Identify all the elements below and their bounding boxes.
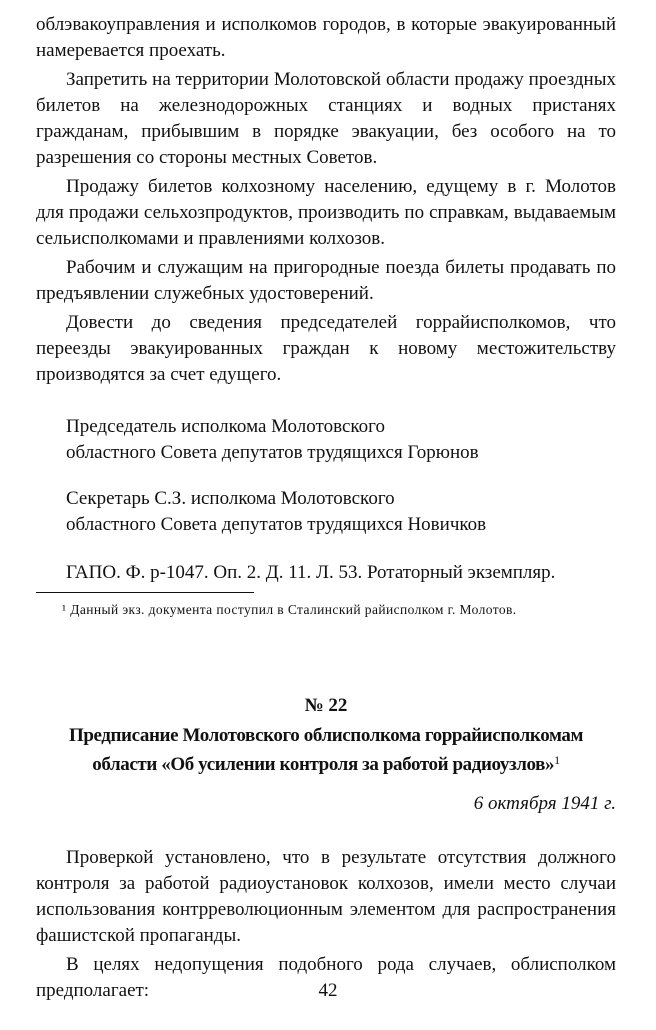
footnote: ¹ Данный экз. документа поступил в Сталинский райисполком г. Молотов. (62, 602, 517, 617)
signature-secretary (36, 486, 616, 538)
document-page (36, 12, 616, 1004)
document-number: № 22 (304, 695, 348, 716)
paragraph: Запретить на территории Молотовской области продажу проездных билетов на железнодорожных станциях и водных пристанях гражданам, прибывшим в порядке эвакуации, без особого на то разрешения со стороны местных Советов. (36, 69, 616, 168)
signature-line: областного Совета депутатов трудящихся Горюнов (66, 442, 479, 463)
document-title (36, 724, 616, 777)
signature-line: областного Совета депутатов трудящихся Новичков (66, 514, 487, 535)
document-date: 6 октября 1941 г. (473, 793, 616, 814)
paragraph: В целях недопущения подобного рода случаев, облисполком предполагает: (36, 954, 616, 1001)
archive-reference: ГАПО. Ф. р-1047. Оп. 2. Д. 11. Л. 53. Ротаторный экземпляр. (66, 562, 556, 583)
signature-chairman (36, 414, 616, 466)
signature-line: Председатель исполкома Молотовского (66, 416, 385, 437)
page-number: 42 (318, 980, 338, 1001)
footnote-mark: 1 (554, 753, 560, 767)
document-title-text: Предписание Молотовского облисполкома горрайисполкомам области «Об усилении контроля за работой радиоузлов» (68, 725, 584, 775)
signature-line: Секретарь С.З. исполкома Молотовского (66, 488, 395, 509)
paragraph: облэвакоуправления и исполкомов городов, в которые эвакуированный намеревается проехать. (36, 14, 616, 61)
paragraph: Довести до сведения председателей горрайисполкомов, что переезды эвакуированных граждан к новому местожительству производятся за счет едущего. (36, 312, 616, 385)
paragraph: Продажу билетов колхозному населению, едущему в г. Молотов для продажи сельхозпродуктов, производить по справкам, выдаваемым сельисполкомами и правлениями колхозов. (36, 176, 616, 249)
paragraph: Рабочим и служащим на пригородные поезда билеты продавать по предъявлении служебных удостоверений. (36, 257, 616, 304)
paragraph: Проверкой установлено, что в результате отсутствия должного контроля за работой радиоустановок колхозов, имели место случаи использования контрреволюционным элементом для распространения фашистской пропаганды. (36, 847, 616, 946)
footnote-divider (36, 592, 254, 593)
